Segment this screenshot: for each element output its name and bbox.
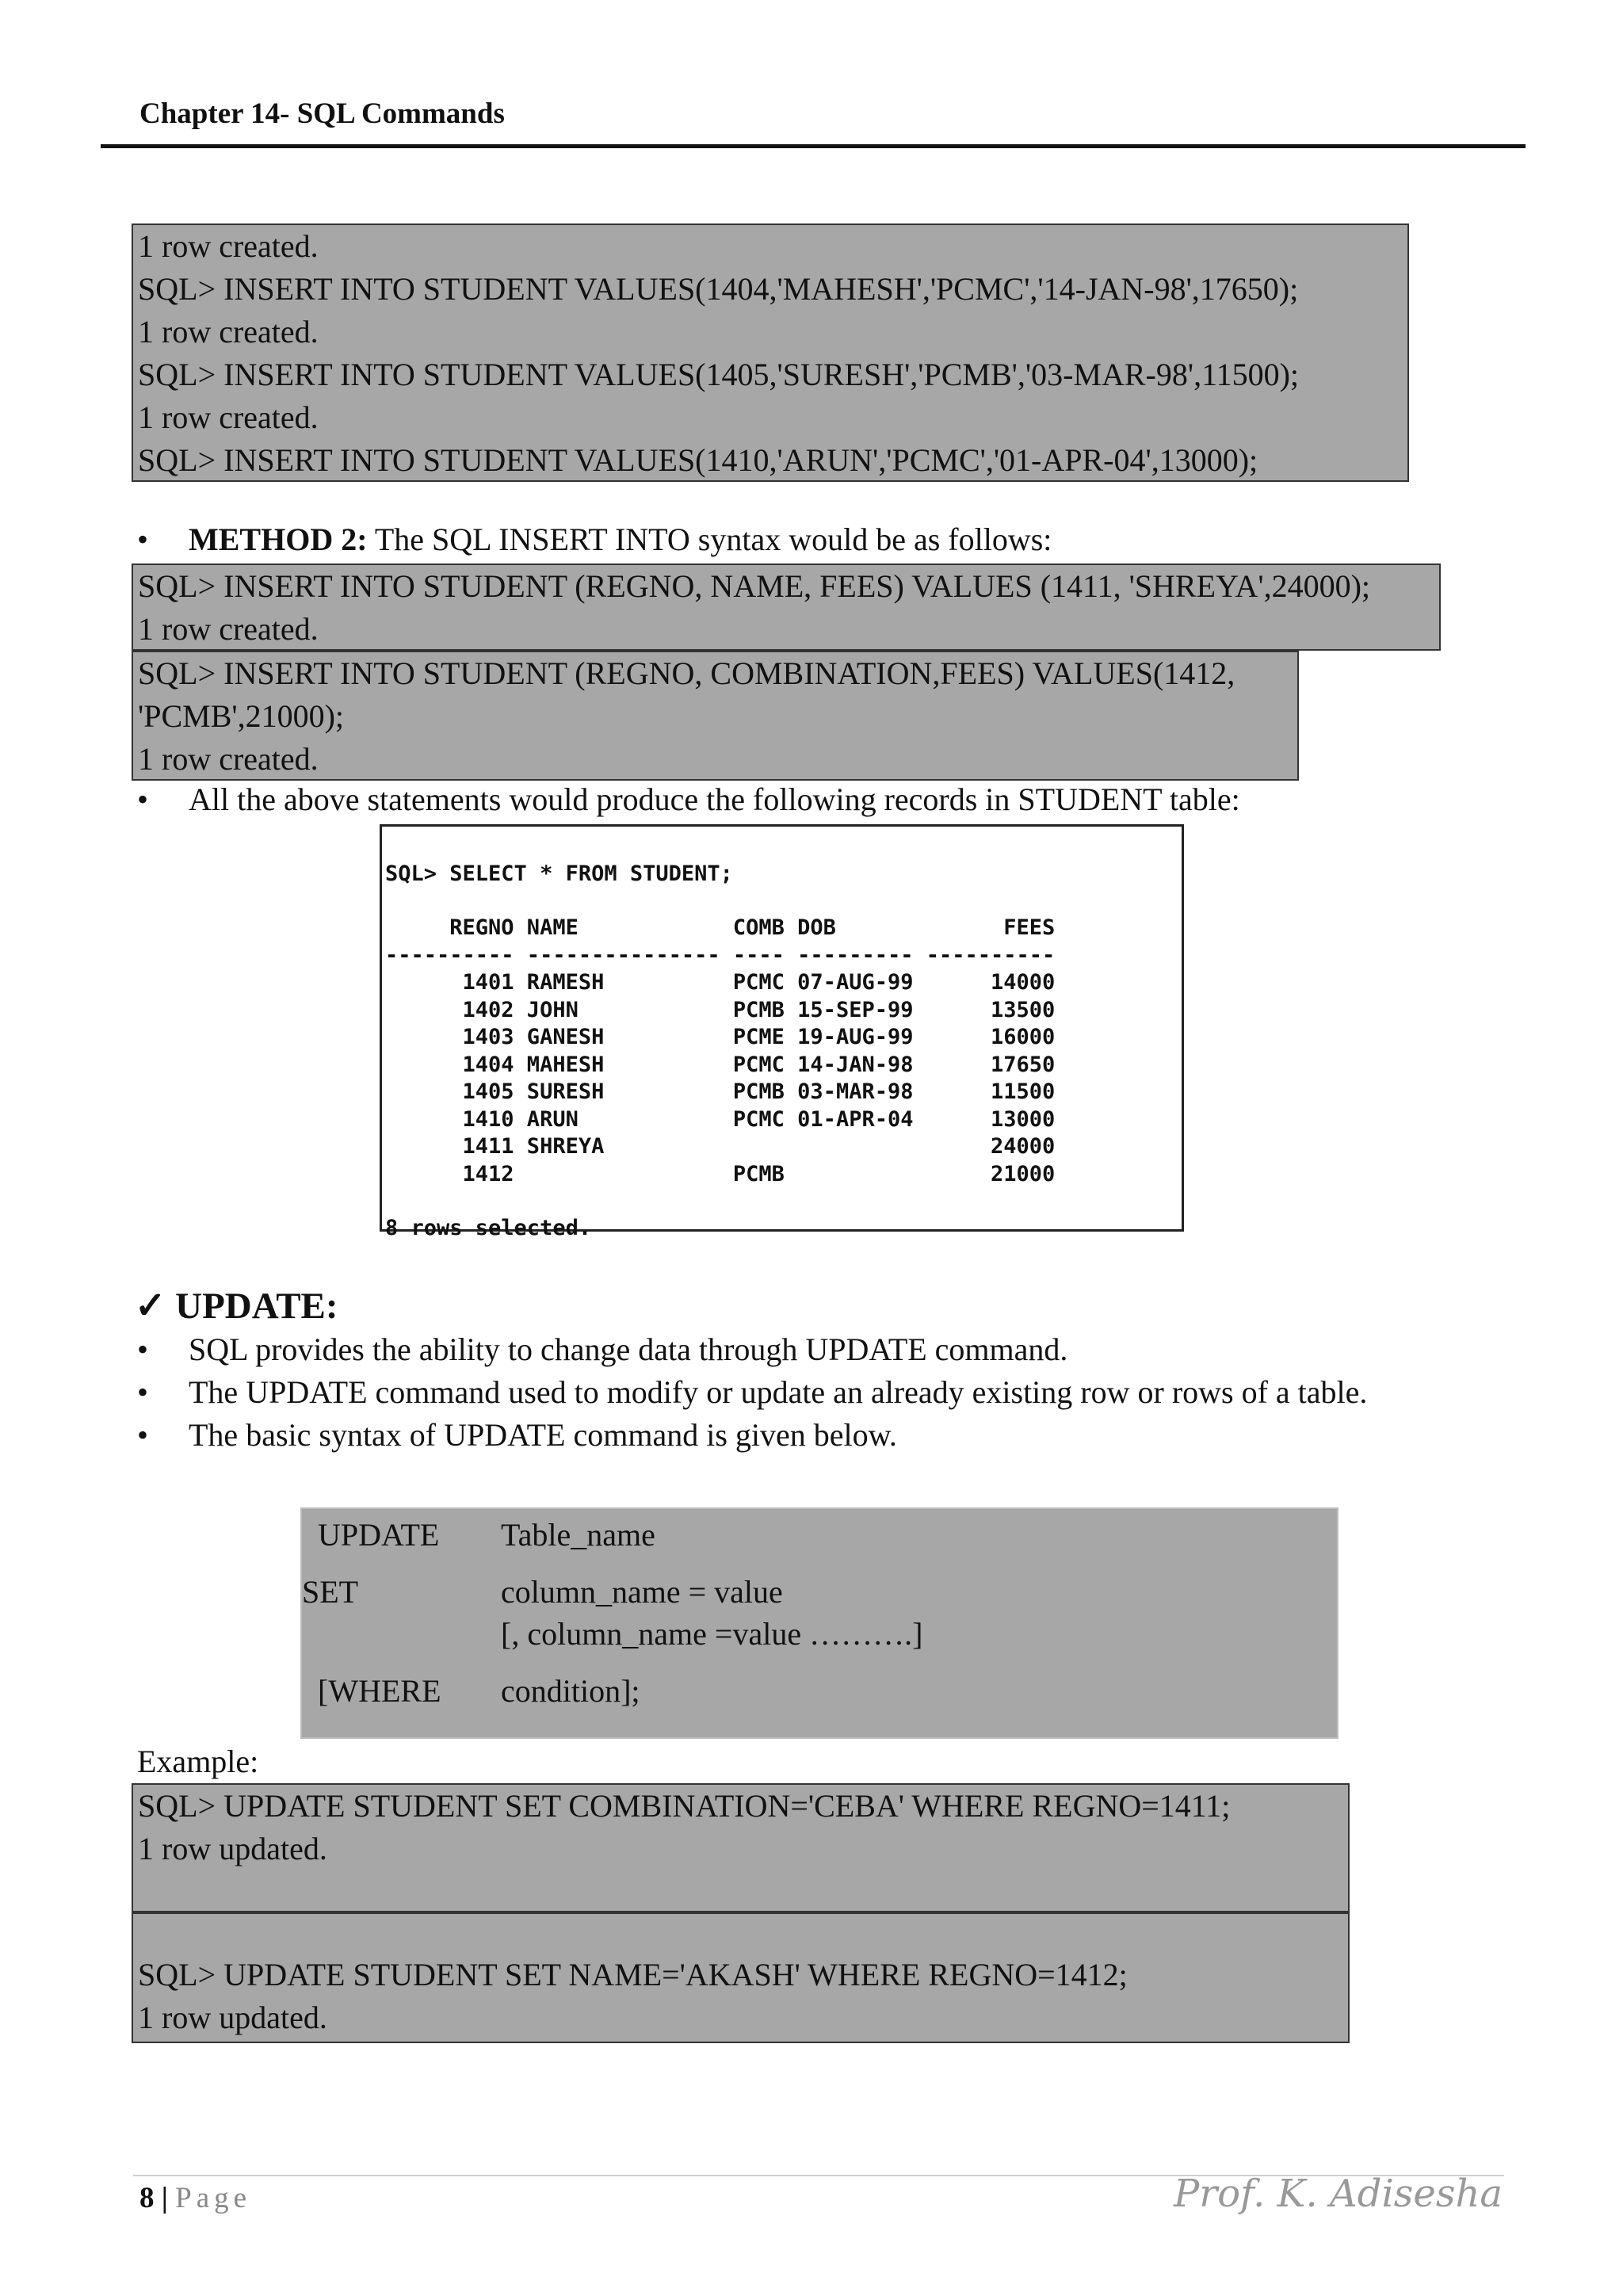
console-row: 1403 GANESH PCME 19-AUG-99 16000 (385, 1025, 1056, 1049)
bullet-dot: • (137, 521, 149, 557)
console-row: 1402 JOHN PCMB 15-SEP-99 13500 (385, 997, 1056, 1022)
sql-line: 1 row created. (138, 399, 319, 435)
update-heading-text: UPDATE: (175, 1286, 338, 1327)
sql-line: SQL> UPDATE STUDENT SET COMBINATION='CEBA' WHERE REGNO=1411; (138, 1788, 1231, 1824)
console-row: 1410 ARUN PCMC 01-APR-04 13000 (385, 1106, 1056, 1132)
syntax-keyword-where: [WHERE (318, 1673, 441, 1709)
sql-line: 1 row created. (138, 314, 319, 350)
records-bullet (137, 778, 1484, 821)
page-number: 8 (139, 2182, 155, 2214)
sql-line: SQL> INSERT INTO STUDENT VALUES(1404,'MAHESH','PCMC','14-JAN-98',17650); (138, 271, 1299, 307)
header-divider (101, 144, 1526, 148)
update-bullet (137, 1371, 1524, 1414)
console-row: 1411 SHREYA 24000 (385, 1134, 1056, 1159)
sql-line: 1 row updated. (138, 2000, 327, 2035)
bullet-dot: • (137, 781, 149, 817)
syntax-value-set: column_name = value (501, 1574, 783, 1610)
chapter-title: Chapter 14- SQL Commands (139, 97, 505, 130)
update-bullet-text: SQL provides the ability to change data through UPDATE command. (189, 1331, 1068, 1367)
page-separator: | (154, 2182, 176, 2214)
sql-line: SQL> INSERT INTO STUDENT (REGNO, COMBINATION,FEES) VALUES(1412, (138, 655, 1235, 691)
sql-line: 1 row created. (138, 228, 319, 264)
update-bullet-text: The basic syntax of UPDATE command is given below. (189, 1417, 897, 1453)
records-text: All the above statements would produce the following records in STUDENT table: (189, 781, 1240, 817)
syntax-keyword-update: UPDATE (318, 1517, 440, 1553)
console-command: SQL> SELECT * FROM STUDENT; (385, 861, 733, 886)
sql-line: 1 row updated. (138, 1831, 327, 1866)
console-row: 1405 SURESH PCMB 03-MAR-98 11500 (385, 1079, 1056, 1104)
update-syntax-box (300, 1507, 1338, 1739)
sql-line: SQL> INSERT INTO STUDENT VALUES(1405,'SURESH','PCMB','03-MAR-98',11500); (138, 357, 1300, 392)
syntax-value-where: condition]; (501, 1673, 640, 1709)
method2-label: METHOD 2: (189, 521, 368, 557)
console-row: 1401 RAMESH PCMC 07-AUG-99 14000 (385, 970, 1056, 995)
sql-insert-combination-box (132, 651, 1299, 781)
sql-update-name-box (132, 1912, 1350, 2043)
console-row: 1412 PCMB 21000 (385, 1161, 1056, 1186)
console-footer: 8 rows selected. (385, 1216, 592, 1240)
method2-text: The SQL INSERT INTO syntax would be as follows: (367, 521, 1052, 557)
sql-line: SQL> INSERT INTO STUDENT VALUES(1410,'ARUN','PCMC','01-APR-04',13000); (138, 442, 1258, 478)
console-row: 1404 MAHESH PCMC 14-JAN-98 17650 (385, 1052, 1056, 1077)
page-indicator (139, 2181, 251, 2215)
update-bullet (137, 1328, 1484, 1371)
bullet-dot: • (137, 1331, 149, 1367)
sql-insert-method2-box (132, 563, 1441, 651)
sql-update-combination-box (132, 1783, 1350, 1912)
bullet-dot: • (137, 1417, 149, 1453)
checkmark-icon: ✓ (135, 1286, 166, 1327)
syntax-value-set-more: [, column_name =value ……….] (501, 1616, 923, 1652)
update-bullet (137, 1414, 1484, 1457)
console-header: REGNO NAME COMB DOB FEES (385, 915, 1056, 940)
update-heading (135, 1284, 338, 1328)
author-name: Prof. K. Adisesha (1173, 2172, 1503, 2216)
syntax-value-table: Table_name (501, 1517, 655, 1553)
sql-line: SQL> INSERT INTO STUDENT (REGNO, NAME, FEES) VALUES (1411, 'SHREYA',24000); (138, 568, 1370, 604)
sql-line: 1 row created. (138, 611, 319, 647)
select-output-console (380, 824, 1184, 1240)
bullet-dot: • (137, 1374, 149, 1410)
syntax-keyword-set: SET (302, 1574, 359, 1610)
method2-bullet (137, 518, 1405, 561)
example-label: Example: (137, 1744, 259, 1779)
update-bullet-text: The UPDATE command used to modify or update an already existing row or rows of a table. (189, 1374, 1368, 1410)
sql-insert-output-box (132, 223, 1409, 482)
sql-line: SQL> UPDATE STUDENT SET NAME='AKASH' WHERE REGNO=1412; (138, 1957, 1128, 1992)
page-label: Page (175, 2182, 252, 2214)
console-separator: ---------- --------------- ---- --------- ---------- (385, 942, 1056, 968)
sql-line: 1 row created. (138, 741, 319, 777)
sql-line: 'PCMB',21000); (138, 698, 345, 734)
